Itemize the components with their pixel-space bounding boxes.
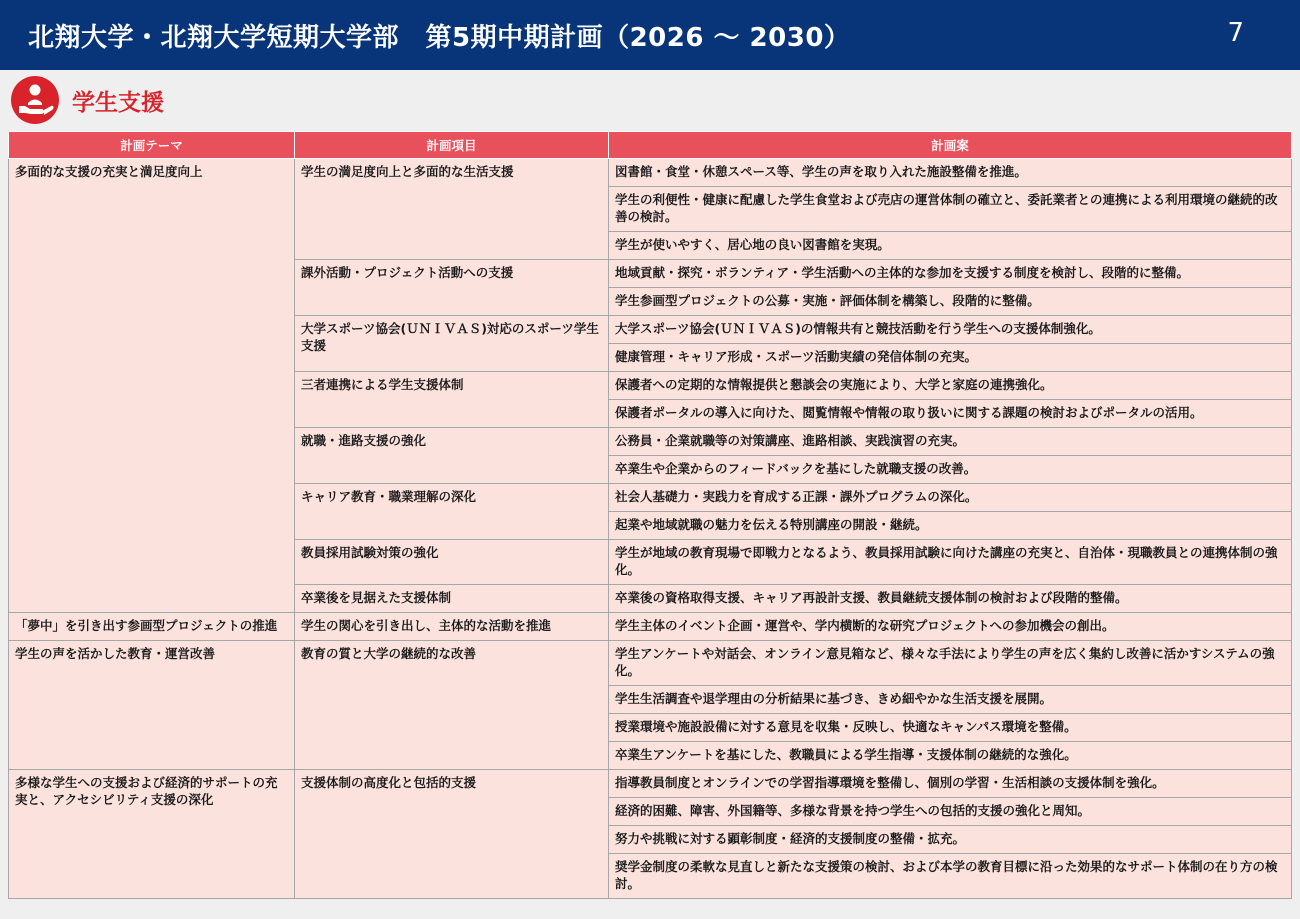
item-cell: 教育の質と大学の継続的な改善 bbox=[295, 641, 609, 770]
header-bar bbox=[0, 0, 1300, 70]
plan-cell: 公務員・企業就職等の対策講座、進路相談、実践演習の充実。 bbox=[609, 428, 1292, 456]
plan-cell: 保護者への定期的な情報提供と懇談会の実施により、大学と家庭の連携強化。 bbox=[609, 372, 1292, 400]
plan-cell: 学生主体のイベント企画・運営や、学内横断的な研究プロジェクトへの参加機会の創出。 bbox=[609, 613, 1292, 641]
column-header-theme: 計画テーマ bbox=[9, 132, 295, 159]
plan-cell: 学生アンケートや対話会、オンライン意見箱など、様々な手法により学生の声を広く集約し改善に活かすシステムの強化。 bbox=[609, 641, 1292, 686]
item-cell: 学生の関心を引き出し、主体的な活動を推進 bbox=[295, 613, 609, 641]
item-cell: 学生の満足度向上と多面的な生活支援 bbox=[295, 159, 609, 260]
theme-cell: 「夢中」を引き出す参画型プロジェクトの推進 bbox=[9, 613, 295, 641]
document-title: 北翔大学・北翔大学短期大学部 第5期中期計画（2026 ～ 2030） bbox=[28, 23, 851, 53]
item-cell: 課外活動・プロジェクト活動への支援 bbox=[295, 260, 609, 316]
plan-cell: 卒業生アンケートを基にした、教職員による学生指導・支援体制の継続的な強化。 bbox=[609, 742, 1292, 770]
plan-cell: 大学スポーツ協会(ＵＮＩＶＡＳ)の情報共有と競技活動を行う学生への支援体制強化。 bbox=[609, 316, 1292, 344]
plan-cell: 努力や挑戦に対する顕彰制度・経済的支援制度の整備・拡充。 bbox=[609, 826, 1292, 854]
plan-cell: 学生参画型プロジェクトの公募・実施・評価体制を構築し、段階的に整備。 bbox=[609, 288, 1292, 316]
plan-cell: 経済的困難、障害、外国籍等、多様な背景を持つ学生への包括的支援の強化と周知。 bbox=[609, 798, 1292, 826]
item-cell: 卒業後を見据えた支援体制 bbox=[295, 585, 609, 613]
plan-cell: 卒業後の資格取得支援、キャリア再設計支援、教員継続支援体制の検討および段階的整備。 bbox=[609, 585, 1292, 613]
table-header-row bbox=[9, 132, 1292, 159]
plan-table bbox=[8, 131, 1292, 899]
table-row bbox=[9, 613, 1292, 641]
plan-cell: 学生が使いやすく、居心地の良い図書館を実現。 bbox=[609, 232, 1292, 260]
plan-cell: 学生が地域の教育現場で即戦力となるよう、教員採用試験に向けた講座の充実と、自治体・現職教員との連携体制の強化。 bbox=[609, 540, 1292, 585]
item-cell: 三者連携による学生支援体制 bbox=[295, 372, 609, 428]
page-number: 7 bbox=[1227, 18, 1244, 48]
plan-cell: 卒業生や企業からのフィードバックを基にした就職支援の改善。 bbox=[609, 456, 1292, 484]
table-row bbox=[9, 641, 1292, 686]
plan-cell: 指導教員制度とオンラインでの学習指導環境を整備し、個別の学習・生活相談の支援体制を強化。 bbox=[609, 770, 1292, 798]
table-row bbox=[9, 770, 1292, 798]
plan-cell: 起業や地域就職の魅力を伝える特別講座の開設・継続。 bbox=[609, 512, 1292, 540]
plan-cell: 授業環境や施設設備に対する意見を収集・反映し、快適なキャンパス環境を整備。 bbox=[609, 714, 1292, 742]
helping-hand-icon bbox=[11, 76, 59, 124]
item-cell: 大学スポーツ協会(ＵＮＩＶＡＳ)対応のスポーツ学生支援 bbox=[295, 316, 609, 372]
plan-cell: 地域貢献・探究・ボランティア・学生活動への主体的な参加を支援する制度を検討し、段階的に整備。 bbox=[609, 260, 1292, 288]
theme-cell: 学生の声を活かした教育・運営改善 bbox=[9, 641, 295, 770]
column-header-item: 計画項目 bbox=[295, 132, 609, 159]
plan-cell: 社会人基礎力・実践力を育成する正課・課外プログラムの深化。 bbox=[609, 484, 1292, 512]
plan-cell: 学生生活調査や退学理由の分析結果に基づき、きめ細やかな生活支援を展開。 bbox=[609, 686, 1292, 714]
theme-cell: 多面的な支援の充実と満足度向上 bbox=[9, 159, 295, 613]
item-cell: 支援体制の高度化と包括的支援 bbox=[295, 770, 609, 899]
item-cell: 教員採用試験対策の強化 bbox=[295, 540, 609, 585]
column-header-plan: 計画案 bbox=[609, 132, 1292, 159]
plan-cell: 図書館・食堂・休憩スペース等、学生の声を取り入れた施設整備を推進。 bbox=[609, 159, 1292, 187]
theme-cell: 多様な学生への支援および経済的サポートの充実と、アクセシビリティ支援の深化 bbox=[9, 770, 295, 899]
table-row bbox=[9, 159, 1292, 187]
item-cell: 就職・進路支援の強化 bbox=[295, 428, 609, 484]
plan-cell: 奨学金制度の柔軟な見直しと新たな支援策の検討、および本学の教育目標に沿った効果的なサポート体制の在り方の検討。 bbox=[609, 854, 1292, 899]
plan-cell: 学生の利便性・健康に配慮した学生食堂および売店の運営体制の確立と、委託業者との連携による利用環境の継続的改善の検討。 bbox=[609, 187, 1292, 232]
item-cell: キャリア教育・職業理解の深化 bbox=[295, 484, 609, 540]
plan-cell: 保護者ポータルの導入に向けた、閲覧情報や情報の取り扱いに関する課題の検討およびポータルの活用。 bbox=[609, 400, 1292, 428]
plan-cell: 健康管理・キャリア形成・スポーツ活動実績の発信体制の充実。 bbox=[609, 344, 1292, 372]
section-title: 学生支援 bbox=[72, 90, 164, 116]
